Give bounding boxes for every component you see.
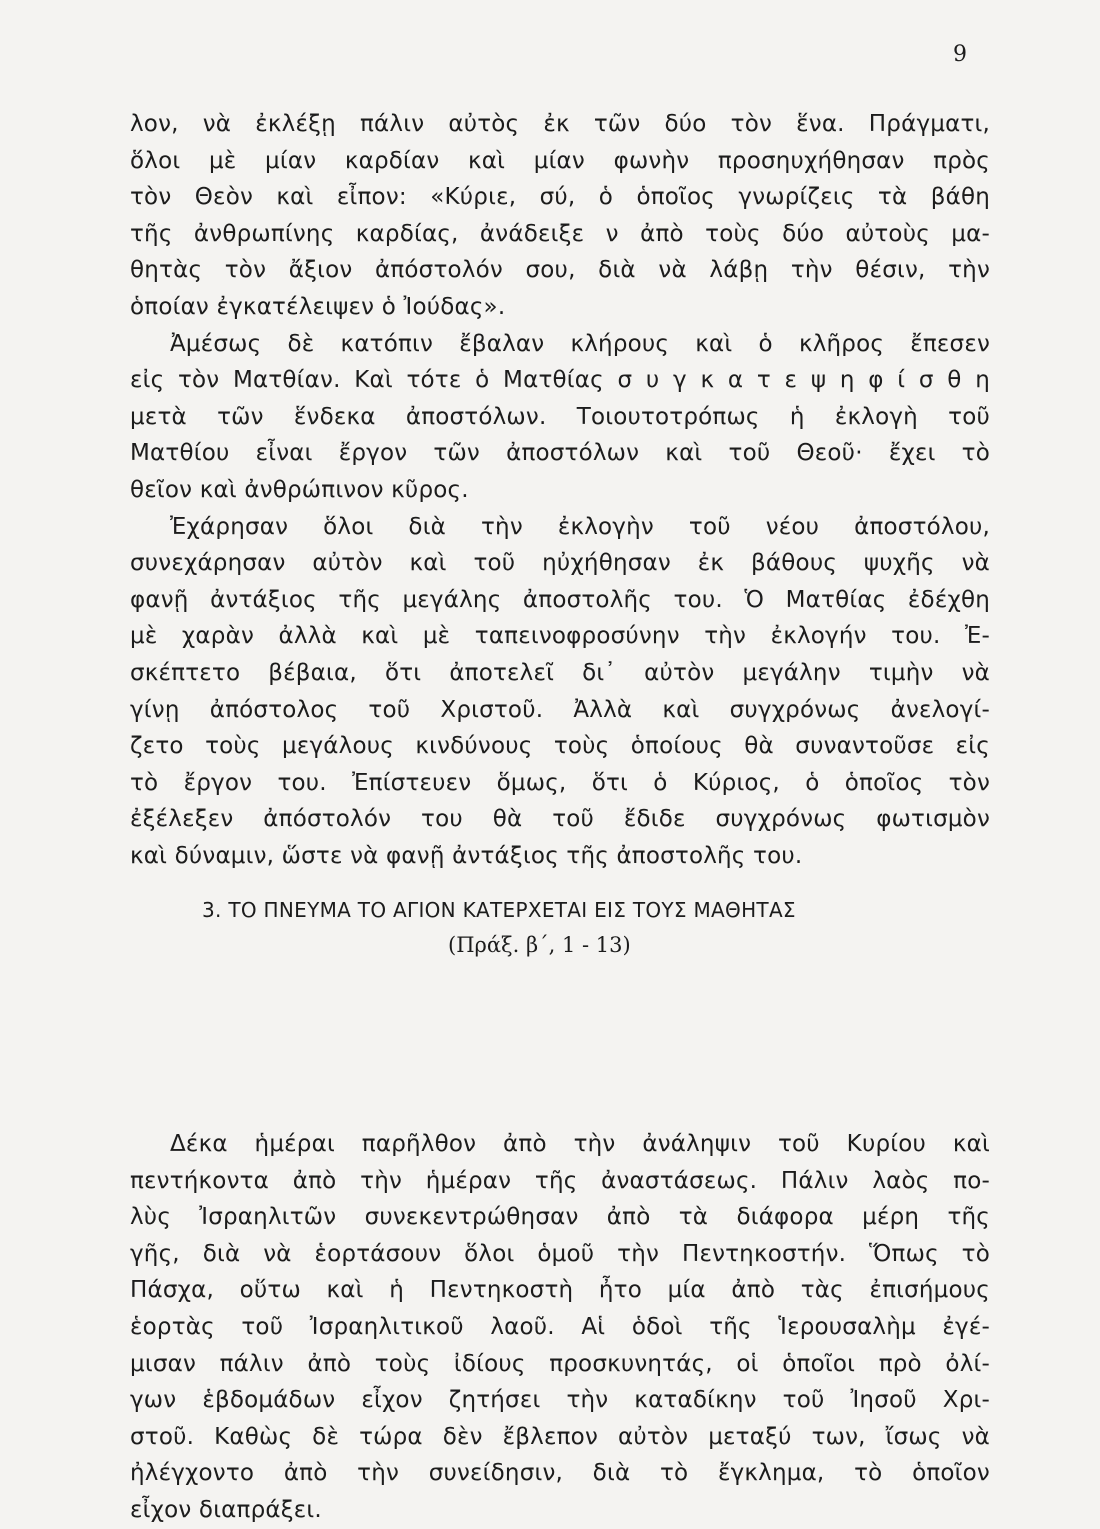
text-line: Ματθίου εἶναι ἔργον τῶν ἀποστόλων καὶ τοῦ Θεοῦ· ἔχει τὸ [130,440,990,467]
text-line: ἠλέγχοντο ἀπὸ τὴν συνείδησιν, διὰ τὸ ἔγκλημα, τὸ ὁποῖον [130,1460,990,1487]
scripture-reference: (Πράξ. β΄, 1 - 13) [448,933,631,957]
text-line: γίνῃ ἀπόστολος τοῦ Χριστοῦ. Ἀλλὰ καὶ συγχρόνως ἀνελογί- [130,696,990,723]
text-line: Ἐχάρησαν ὅλοι διὰ τὴν ἐκλογὴν τοῦ νέου ἀποστόλου, [170,513,990,540]
text-line: ὁποίαν ἐγκατέλειψεν ὁ Ἰούδας». [130,293,506,320]
text-line: σκέπτετο βέβαια, ὅτι ἀποτελεῖ δι᾽ αὐτὸν μεγάλην τιμὴν νὰ [130,659,990,686]
text-line: ἐξέλεξεν ἀπόστολόν του θὰ τοῦ ἔδιδε συγχρόνως φωτισμὸν [130,806,990,833]
text-line: εἰς τὸν Ματθίαν. Καὶ τότε ὁ Ματθίας σ υ γ κ α τ ε ψ η φ ί σ θ η [130,367,990,394]
text-line: συνεχάρησαν αὐτὸν καὶ τοῦ ηὐχήθησαν ἐκ βάθους ψυχῆς νὰ [130,550,990,577]
text-line: θεῖον καὶ ἀνθρώπινον κῦρος. [130,476,469,503]
text-line: γῆς, διὰ νὰ ἑορτάσουν ὅλοι ὁμοῦ τὴν Πεντηκοστήν. Ὅπως τὸ [130,1240,990,1267]
text-line: γων ἑβδομάδων εἶχον ζητήσει τὴν καταδίκην τοῦ Ἰησοῦ Χρι- [130,1387,990,1414]
text-block-bottom [130,1126,990,1529]
text-line: θητὰς τὸν ἄξιον ἀπόστολόν σου, διὰ νὰ λάβῃ τὴν θέσιν, τὴν [130,257,990,284]
text-line: ἑορτὰς τοῦ Ἰσραηλιτικοῦ λαοῦ. Αἱ ὁδοὶ τῆς Ἱερουσαλὴμ ἐγέ- [130,1313,990,1340]
text-line: μὲ χαρὰν ἀλλὰ καὶ μὲ ταπεινοφροσύνην τὴν ἐκλογήν του. Ἐ- [130,623,990,650]
section-heading: 3. ΤΟ ΠΝΕΥΜΑ ΤΟ ΑΓΙΟΝ ΚΑΤΕΡΧΕΤΑΙ ΕΙΣ ΤΟΥΣ ΜΑΘΗΤΑΣ [202,898,796,922]
text-line: εἶχον διαπράξει. [130,1496,322,1523]
text-line: τὸ ἔργον του. Ἐπίστευεν ὅμως, ὅτι ὁ Κύριος, ὁ ὁποῖος τὸν [130,769,990,796]
text-block-top [130,106,990,874]
text-line: ὅλοι μὲ μίαν καρδίαν καὶ μίαν φωνὴν προσηυχήθησαν πρὸς [130,147,990,174]
page-number: 9 [953,42,967,67]
text-line: στοῦ. Καθὼς δὲ τώρα δὲν ἔβλεπον αὐτὸν μεταξύ των, ἴσως νὰ [130,1423,990,1450]
text-line: Δέκα ἡμέραι παρῆλθον ἀπὸ τὴν ἀνάληψιν τοῦ Κυρίου καὶ [170,1131,990,1157]
text-line: μετὰ τῶν ἕνδεκα ἀποστόλων. Τοιουτοτρόπως ἡ ἐκλογὴ τοῦ [130,403,990,430]
text-line: πεντήκοντα ἀπὸ τὴν ἡμέραν τῆς ἀναστάσεως. Πάλιν λαὸς πο- [130,1167,990,1194]
text-line: λὺς Ἰσραηλιτῶν συνεκεντρώθησαν ἀπὸ τὰ διάφορα μέρη τῆς [130,1204,990,1231]
text-line: καὶ δύναμιν, ὥστε νὰ φανῇ ἀντάξιος τῆς ἀποστολῆς του. [130,842,803,869]
text-line: μισαν πάλιν ἀπὸ τοὺς ἰδίους προσκυνητάς, οἱ ὁποῖοι πρὸ ὀλί- [130,1350,990,1377]
text-line: Πάσχα, οὕτω καὶ ἡ Πεντηκοστὴ ἦτο μία ἀπὸ τὰς ἐπισήμους [130,1277,990,1304]
text-line: τῆς ἀνθρωπίνης καρδίας, ἀνάδειξε ν ἀπὸ τοὺς δύο αὐτοὺς μα- [130,220,990,247]
text-line: Ἀμέσως δὲ κατόπιν ἔβαλαν κλήρους καὶ ὁ κλῆρος ἔπεσεν [170,330,990,357]
text-line: ζετο τοὺς μεγάλους κινδύνους τοὺς ὁποίους θὰ συναντοῦσε εἰς [130,733,990,760]
text-line: λον, νὰ ἐκλέξῃ πάλιν αὐτὸς ἐκ τῶν δύο τὸν ἕνα. Πράγματι, [130,111,990,137]
text-line: φανῇ ἀντάξιος τῆς μεγάλης ἀποστολῆς του. Ὁ Ματθίας ἐδέχθη [130,586,990,613]
text-line: τὸν Θεὸν καὶ εἶπον: «Κύριε, σύ, ὁ ὁποῖος γνωρίζεις τὰ βάθη [130,184,990,211]
